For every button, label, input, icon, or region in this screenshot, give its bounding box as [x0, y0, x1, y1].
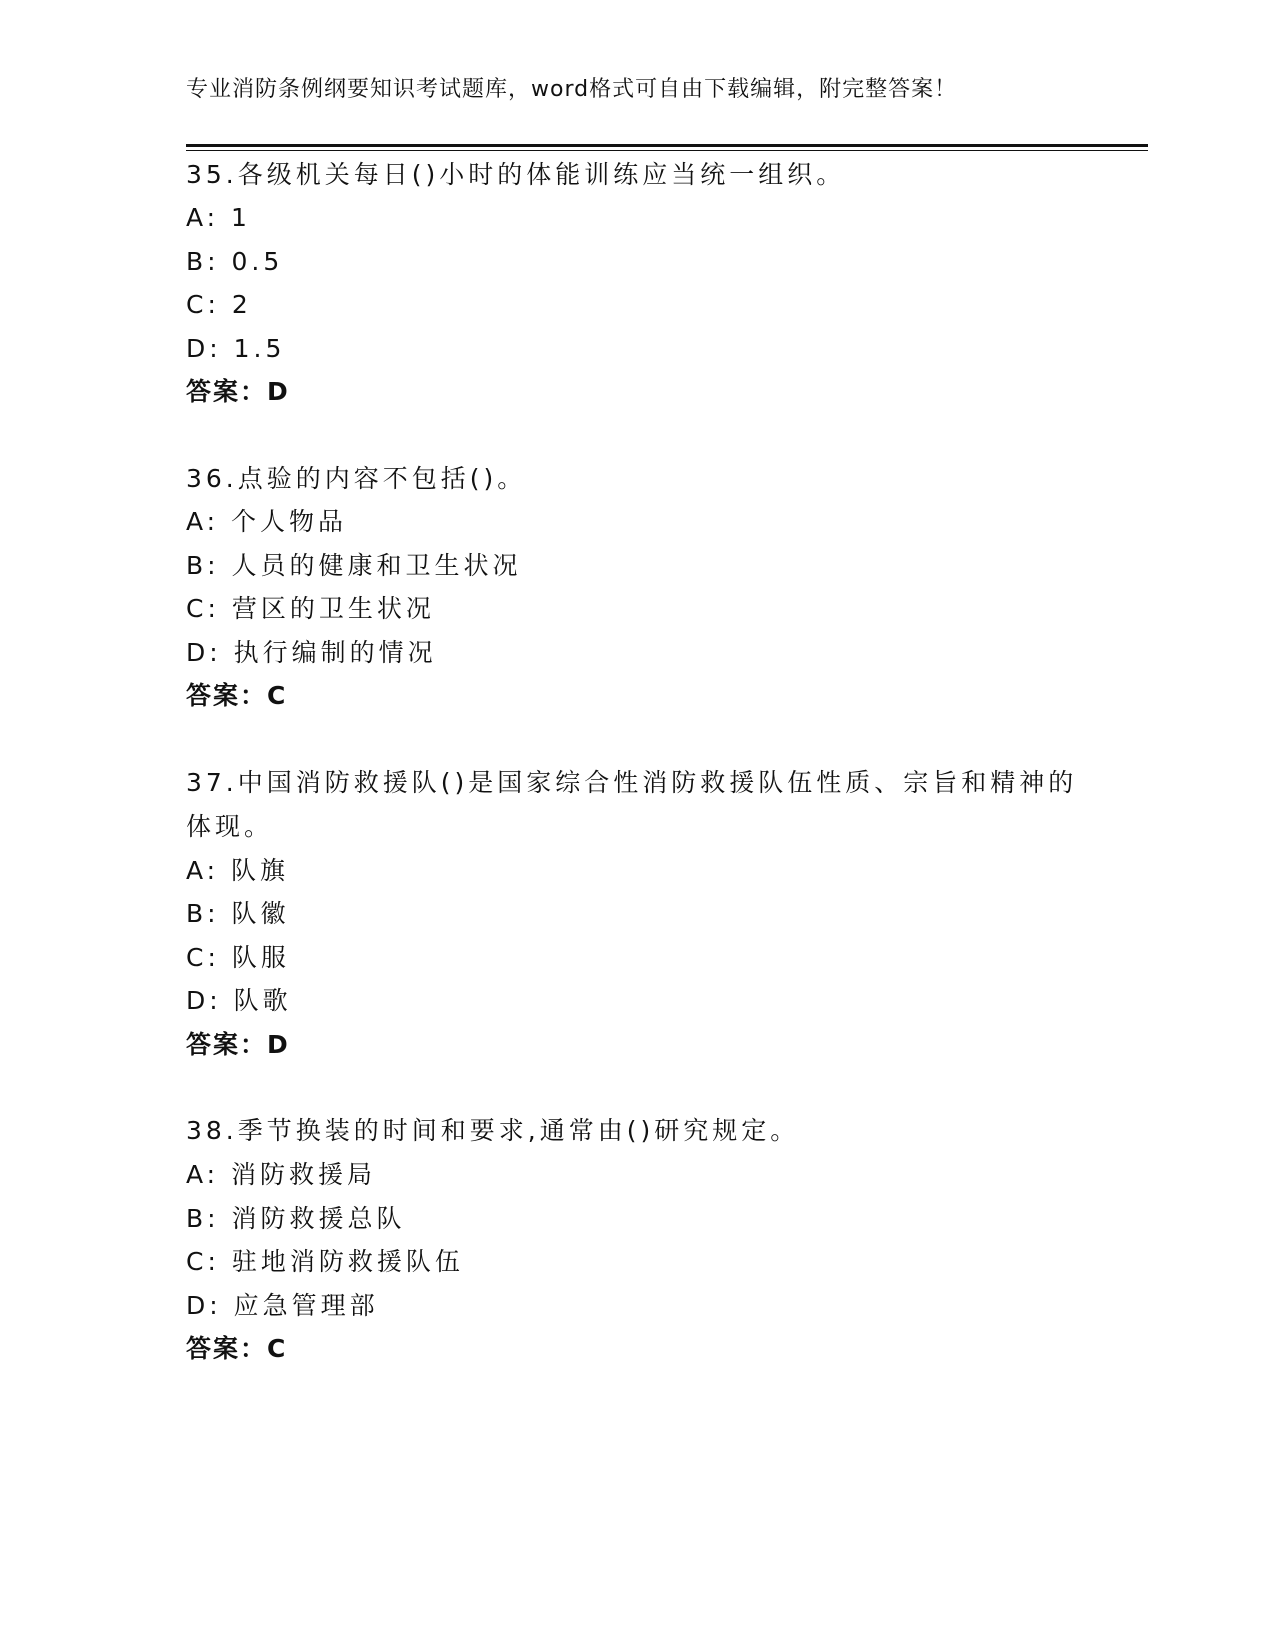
question-37-stem-cont: 体现。 — [186, 812, 274, 841]
page-header: 专业消防条例纲要知识考试题库，word格式可自由下载编辑，附完整答案！ — [186, 77, 958, 102]
question-35-stem: 35.各级机关每日()小时的体能训练应当统一组织。 — [186, 160, 846, 189]
question-35-option-c: C: 2 — [186, 290, 252, 319]
question-36-stem: 36.点验的内容不包括()。 — [186, 464, 527, 493]
question-38-stem: 38.季节换装的时间和要求,通常由()研究规定。 — [186, 1116, 800, 1145]
question-36-answer: 答案：C — [186, 681, 288, 710]
header-divider-thick — [186, 144, 1148, 147]
question-38-answer: 答案：C — [186, 1334, 288, 1363]
question-37-answer: 答案：D — [186, 1030, 290, 1059]
question-38-option-d: D: 应急管理部 — [186, 1291, 379, 1320]
question-37-option-c: C: 队服 — [186, 943, 290, 972]
question-38-option-c: C: 驻地消防救援队伍 — [186, 1247, 464, 1276]
question-36-option-d: D: 执行编制的情况 — [186, 638, 437, 667]
question-37-option-d: D: 队歌 — [186, 986, 292, 1015]
question-37-option-a: A: 队旗 — [186, 856, 290, 885]
question-36-option-b: B: 人员的健康和卫生状况 — [186, 551, 522, 580]
question-38-option-a: A: 消防救援局 — [186, 1160, 377, 1189]
question-36-option-c: C: 营区的卫生状况 — [186, 594, 435, 623]
question-37-option-b: B: 队徽 — [186, 899, 290, 928]
question-35-option-b: B: 0.5 — [186, 247, 284, 276]
question-38-option-b: B: 消防救援总队 — [186, 1204, 406, 1233]
header-divider-thin — [186, 150, 1148, 151]
question-36-option-a: A: 个人物品 — [186, 507, 348, 536]
question-35-option-d: D: 1.5 — [186, 334, 286, 363]
question-37-stem: 37.中国消防救援队()是国家综合性消防救援队伍性质、宗旨和精神的 — [186, 768, 1078, 797]
question-35-answer: 答案：D — [186, 377, 290, 406]
question-35-option-a: A: 1 — [186, 203, 251, 232]
